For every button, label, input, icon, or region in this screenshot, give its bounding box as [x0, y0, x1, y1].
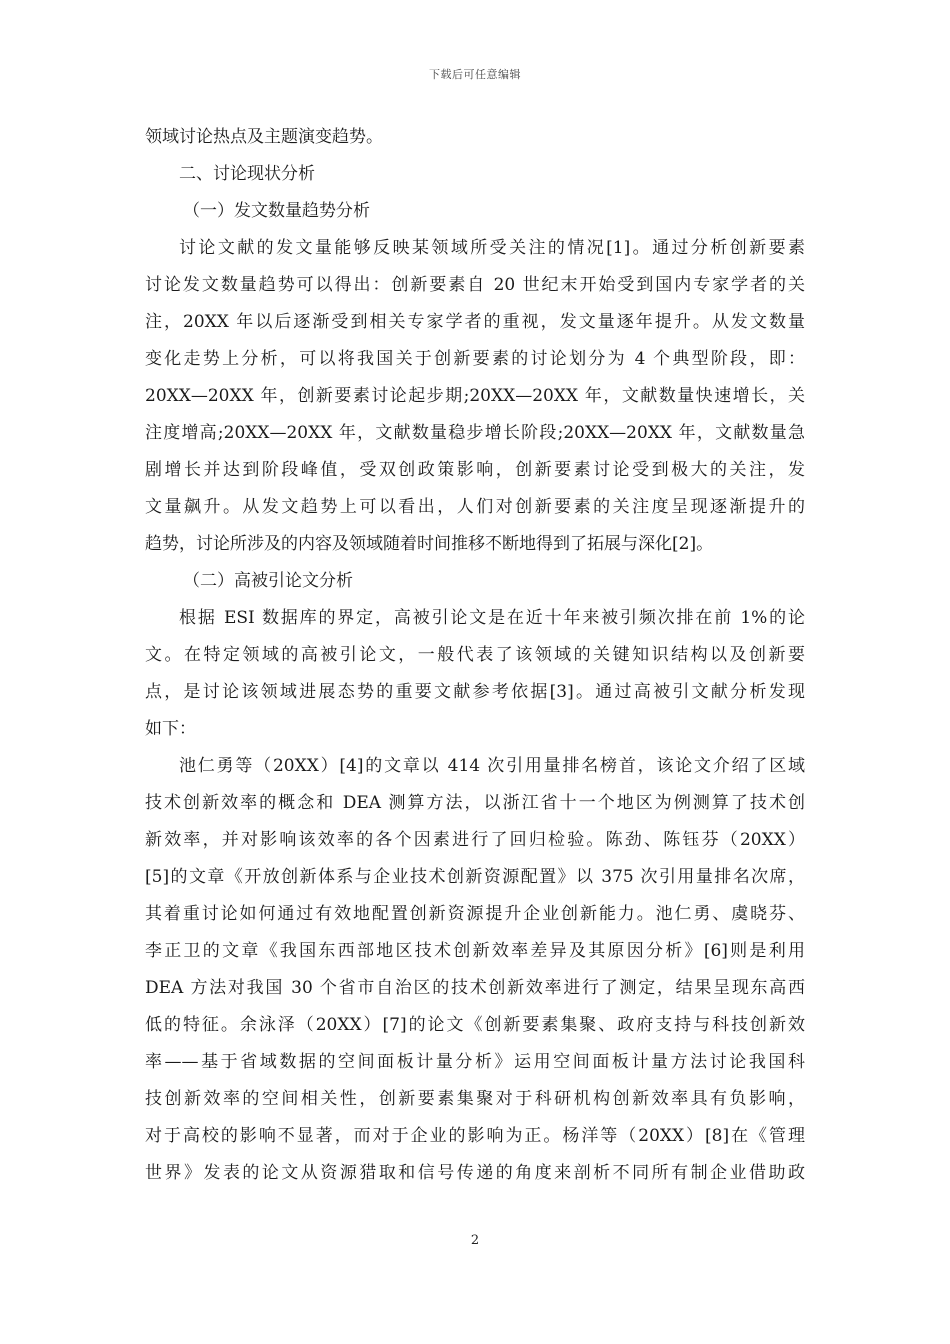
text-line: DEA 方法对我国 30 个省市自治区的技术创新效率进行了测定，结果呈现东高西 — [145, 978, 805, 998]
text-line: 其着重讨论如何通过有效地配置创新资源提升企业创新能力。池仁勇、虞晓芬、 — [145, 904, 805, 924]
text-line: 点，是讨论该领域进展态势的重要文献参考依据[3]。通过高被引文献分析发现 — [145, 682, 805, 702]
page-header: 下载后可任意编辑 — [429, 68, 521, 81]
text-line: 20XX—20XX 年，创新要素讨论起步期;20XX—20XX 年，文献数量快速增长，关 — [145, 386, 805, 406]
document-body — [145, 123, 805, 1196]
text-line: 世界》发表的论文从资源猎取和信号传递的角度来剖析不同所有制企业借助政 — [145, 1163, 805, 1183]
text-line: 讨论文献的发文量能够反映某领域所受关注的情况[1]。通过分析创新要素 — [179, 238, 805, 258]
text-line: 技创新效率的空间相关性，创新要素集聚对于科研机构创新效率具有负影响， — [145, 1089, 805, 1109]
text-line: 趋势，讨论所涉及的内容及领域随着时间推移不断地得到了拓展与深化[2]。 — [145, 534, 714, 554]
text-line: （一）发文数量趋势分析 — [183, 201, 370, 221]
text-line: 率——基于省域数据的空间面板计量分析》运用空间面板计量方法讨论我国科 — [145, 1052, 805, 1072]
text-line: （二）高被引论文分析 — [183, 571, 353, 591]
text-line: 注度增高;20XX—20XX 年，文献数量稳步增长阶段;20XX—20XX 年，文献数量急 — [145, 423, 805, 443]
text-line: 变化走势上分析，可以将我国关于创新要素的讨论划分为 4 个典型阶段，即： — [145, 349, 805, 369]
text-line: 讨论发文数量趋势可以得出：创新要素自 20 世纪末开始受到国内专家学者的关 — [145, 275, 805, 295]
text-line: 新效率，并对影响该效率的各个因素进行了回归检验。陈劲、陈钰芬（20XX） — [145, 830, 805, 850]
text-line: 根据 ESI 数据库的界定，高被引论文是在近十年来被引频次排在前 1%的论 — [179, 608, 805, 628]
text-line: 文。在特定领域的高被引论文，一般代表了该领域的关键知识结构以及创新要 — [145, 645, 805, 665]
text-line: 注，20XX 年以后逐渐受到相关专家学者的重视，发文量逐年提升。从发文数量 — [145, 312, 805, 332]
text-line: 技术创新效率的概念和 DEA 测算方法，以浙江省十一个地区为例测算了技术创 — [145, 793, 805, 813]
text-line: 文量飙升。从发文趋势上可以看出，人们对创新要素的关注度呈现逐渐提升的 — [145, 497, 805, 517]
text-line: [5]的文章《开放创新体系与企业技术创新资源配置》以 375 次引用量排名次席， — [145, 867, 805, 887]
text-line: 李正卫的文章《我国东西部地区技术创新效率差异及其原因分析》[6]则是利用 — [145, 941, 805, 961]
text-line: 剧增长并达到阶段峰值，受双创政策影响，创新要素讨论受到极大的关注，发 — [145, 460, 805, 480]
text-line: 如下： — [145, 719, 196, 739]
text-line: 低的特征。余泳泽（20XX）[7]的论文《创新要素集聚、政府支持与科技创新效 — [145, 1015, 805, 1035]
text-line: 领域讨论热点及主题演变趋势。 — [145, 127, 383, 147]
text-line: 池仁勇等（20XX）[4]的文章以 414 次引用量排名榜首，该论文介绍了区域 — [179, 756, 805, 776]
page-number: 2 — [470, 1233, 480, 1248]
text-line: 对于高校的影响不显著，而对于企业的影响为正。杨洋等（20XX）[8]在《管理 — [145, 1126, 805, 1146]
text-line: 二、讨论现状分析 — [179, 164, 315, 184]
